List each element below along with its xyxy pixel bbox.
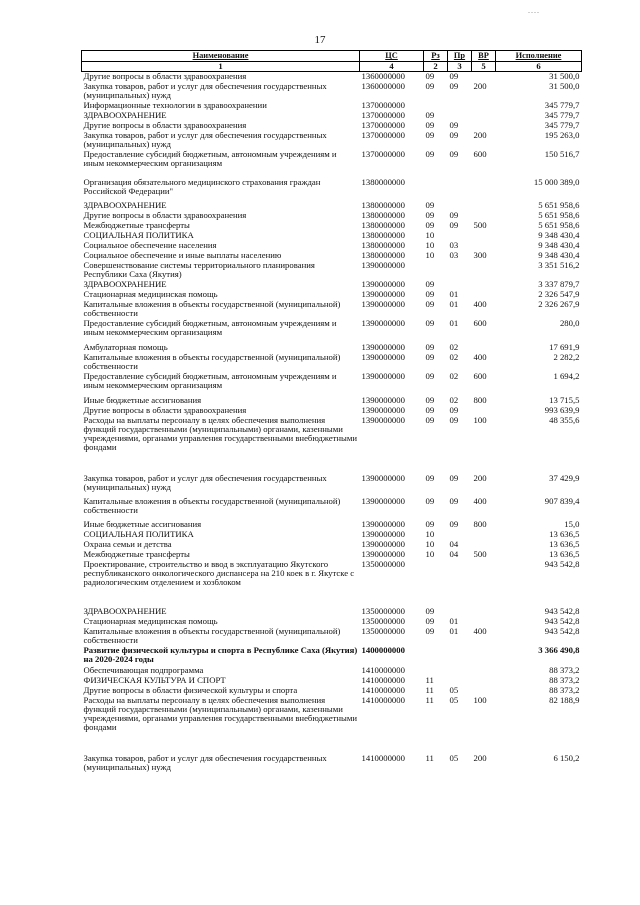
row-vr [472, 607, 496, 617]
table-row [82, 131, 582, 150]
row-pr: 09 [449, 129, 459, 140]
header-name: Наименование [82, 51, 360, 62]
row-vr: 100 [473, 694, 487, 705]
row-pr [448, 666, 472, 676]
row-pr: 05 [449, 752, 459, 763]
table-row [82, 319, 582, 343]
row-pr [448, 560, 472, 607]
row-name: Стационарная медицинская помощь [83, 615, 218, 626]
row-cs: 1410000000 [361, 674, 405, 685]
row-name: Другие вопросы в области здравоохранения [83, 404, 247, 415]
row-name: Предоставление субсидий бюджетным, автономным учреждениям и иным некоммерческим организациям [83, 370, 337, 390]
column-number: 5 [472, 62, 496, 72]
row-vr: 400 [473, 351, 487, 362]
corner-mark: .... [528, 6, 540, 15]
row-rz: 09 [425, 148, 435, 159]
table-row [82, 372, 582, 396]
row-value: 943 542,8 [544, 615, 580, 626]
row-rz: 09 [425, 219, 435, 230]
table-row [82, 560, 582, 607]
row-vr: 200 [473, 80, 487, 91]
row-vr: 400 [473, 625, 487, 636]
row-cs: 1410000000 [361, 694, 405, 705]
table-row [82, 353, 582, 372]
row-rz: 11 [425, 752, 434, 763]
row-vr: 200 [473, 752, 487, 763]
row-vr: 800 [473, 394, 487, 405]
row-rz: 09 [425, 119, 435, 130]
row-rz: 09 [425, 278, 435, 289]
row-value: 5 651 958,6 [538, 209, 580, 220]
row-pr: 09 [449, 404, 459, 415]
row-value: 993 639,9 [544, 404, 580, 415]
row-cs: 1380000000 [361, 199, 405, 210]
row-pr: 02 [449, 394, 459, 405]
row-name: ЗДРАВООХРАНЕНИЕ [83, 278, 167, 289]
row-vr [472, 676, 496, 686]
row-value: 15 000 389,0 [533, 176, 580, 187]
row-value: 15,0 [564, 518, 580, 529]
row-pr [448, 261, 472, 280]
column-number: 3 [448, 62, 472, 72]
row-rz: 09 [425, 341, 435, 352]
row-rz: 09 [425, 495, 435, 506]
row-value: 88 373,2 [549, 684, 580, 695]
row-vr [472, 201, 496, 211]
row-value: 943 542,8 [544, 625, 580, 636]
row-cs: 1360000000 [361, 80, 405, 91]
row-name: ФИЗИЧЕСКАЯ КУЛЬТУРА И СПОРТ [83, 674, 226, 685]
row-name: Проектирование, строительство и ввод в эксплуатацию Якутского республиканского онкологического диспансера на 210 коек в г. Якутске с радиологическим отделением и хозблоком [83, 558, 355, 588]
row-name: СОЦИАЛЬНАЯ ПОЛИТИКА [83, 528, 194, 539]
row-rz: 09 [425, 129, 435, 140]
row-cs: 1380000000 [361, 229, 405, 240]
row-cs: 1390000000 [361, 317, 405, 328]
row-cs: 1390000000 [361, 414, 405, 425]
row-value: 907 839,4 [544, 495, 580, 506]
row-rz: 09 [425, 414, 435, 425]
row-value: 1 694,2 [553, 370, 580, 381]
row-vr [472, 101, 496, 111]
row-name: Межбюджетные трансферты [83, 219, 190, 230]
row-rz: 10 [425, 249, 435, 260]
page-number: 17 [314, 34, 326, 46]
row-pr: 09 [449, 71, 459, 82]
row-rz: 10 [425, 548, 435, 559]
column-number: 2 [424, 62, 448, 72]
row-name: Закупка товаров, работ и услуг для обеспечения государственных (муниципальных) нужд [83, 80, 327, 100]
table-row [82, 178, 582, 201]
row-cs: 1400000000 [361, 644, 405, 655]
header-value: Исполнение [496, 51, 582, 62]
row-rz: 09 [425, 209, 435, 220]
row-pr: 09 [449, 414, 459, 425]
row-rz [424, 178, 448, 201]
row-pr: 01 [449, 615, 459, 626]
row-cs: 1390000000 [361, 341, 405, 352]
table-row [82, 646, 582, 666]
row-name: Амбулаторная помощь [83, 341, 168, 352]
row-name: Социальное обеспечение населения [83, 239, 217, 250]
row-rz: 09 [425, 109, 435, 120]
row-value: 3 366 490,8 [538, 644, 580, 655]
row-rz: 09 [425, 615, 435, 626]
row-pr: 09 [449, 119, 459, 130]
row-value: 280,0 [559, 317, 580, 328]
row-name: Организация обязательного медицинского страхования граждан Российской Федерации" [83, 176, 321, 196]
row-cs: 1390000000 [361, 394, 405, 405]
column-number: 6 [496, 62, 582, 72]
row-cs: 1390000000 [361, 528, 405, 539]
row-pr: 03 [449, 249, 459, 260]
table-row [82, 300, 582, 319]
row-vr [472, 646, 496, 666]
row-name: Предоставление субсидий бюджетным, автономным учреждениям и иным некоммерческим организациям [83, 148, 337, 168]
row-cs: 1390000000 [361, 278, 405, 289]
row-name: Совершенствование системы территориального планирования Республики Саха (Якутия) [83, 259, 315, 279]
table-row [82, 497, 582, 520]
row-rz: 09 [425, 317, 435, 328]
column-number: 4 [360, 62, 424, 72]
row-value: 6 150,2 [553, 752, 580, 763]
row-name: Иные бюджетные ассигнования [83, 518, 202, 529]
row-vr: 200 [473, 129, 487, 140]
row-value: 9 348 430,4 [538, 249, 580, 260]
row-cs: 1370000000 [361, 129, 405, 140]
row-name: Информационные технологии в здравоохранении [83, 99, 267, 110]
row-name: Капитальные вложения в объекты государственной (муниципальной) собственности [83, 298, 341, 318]
row-rz: 09 [425, 394, 435, 405]
row-rz: 10 [425, 239, 435, 250]
row-pr: 01 [449, 288, 459, 299]
row-vr [472, 530, 496, 540]
table-row [82, 696, 582, 754]
row-value: 2 282,2 [553, 351, 580, 362]
table-body [82, 72, 582, 773]
row-value: 3 337 879,7 [538, 278, 580, 289]
row-vr [472, 178, 496, 201]
row-rz: 09 [425, 518, 435, 529]
row-cs: 1390000000 [361, 495, 405, 506]
row-pr: 01 [449, 625, 459, 636]
row-name: Предоставление субсидий бюджетным, автономным учреждениям и иным некоммерческим организациям [83, 317, 337, 337]
table-row [82, 754, 582, 773]
row-value: 943 542,8 [544, 605, 580, 616]
row-cs: 1380000000 [361, 239, 405, 250]
row-cs: 1390000000 [361, 404, 405, 415]
row-rz: 09 [425, 605, 435, 616]
row-vr: 600 [473, 370, 487, 381]
row-value: 13 636,5 [549, 548, 580, 559]
row-rz: 11 [425, 694, 434, 705]
row-value: 31 500,0 [549, 80, 580, 91]
row-pr: 05 [449, 694, 459, 705]
row-name: Закупка товаров, работ и услуг для обеспечения государственных (муниципальных) нужд [83, 472, 327, 492]
row-value: 17 691,9 [549, 341, 580, 352]
row-cs: 1390000000 [361, 538, 405, 549]
row-rz: 11 [425, 684, 434, 695]
row-value: 48 355,6 [549, 414, 580, 425]
row-rz: 09 [425, 472, 435, 483]
table-row [82, 261, 582, 280]
row-vr [472, 111, 496, 121]
row-rz: 09 [425, 404, 435, 415]
row-name: Межбюджетные трансферты [83, 548, 190, 559]
row-rz [424, 261, 448, 280]
table-row [82, 82, 582, 101]
row-rz: 09 [425, 298, 435, 309]
row-value: 13 715,5 [549, 394, 580, 405]
row-value: 3 351 516,2 [538, 259, 580, 270]
row-name: ЗДРАВООХРАНЕНИЕ [83, 605, 167, 616]
row-value: 150 516,7 [544, 148, 580, 159]
row-name: Другие вопросы в области здравоохранения [83, 71, 247, 82]
row-pr: 09 [449, 518, 459, 529]
row-cs: 1390000000 [361, 351, 405, 362]
row-pr: 04 [449, 548, 459, 559]
row-vr [472, 666, 496, 676]
row-name: Закупка товаров, работ и услуг для обеспечения государственных (муниципальных) нужд [83, 752, 327, 772]
row-value: 5 651 958,6 [538, 219, 580, 230]
row-name: Расходы на выплаты персоналу в целях обеспечения выполнения функций государственными (муниципальными) органами, казенными учреждениями, органами управления государственными внебюджетными фондами [83, 694, 357, 733]
row-cs: 1380000000 [361, 209, 405, 220]
row-pr: 09 [449, 472, 459, 483]
row-name: Охрана семьи и детства [83, 538, 172, 549]
row-rz: 10 [425, 528, 435, 539]
row-rz: 09 [425, 71, 435, 82]
table-row [82, 150, 582, 178]
row-cs: 1370000000 [361, 119, 405, 130]
row-vr: 600 [473, 317, 487, 328]
row-pr: 09 [449, 80, 459, 91]
row-pr [448, 646, 472, 666]
row-cs: 1390000000 [361, 472, 405, 483]
header-row [82, 51, 582, 62]
row-cs: 1370000000 [361, 99, 405, 110]
row-value: 345 779,7 [544, 119, 580, 130]
row-name: СОЦИАЛЬНАЯ ПОЛИТИКА [83, 229, 194, 240]
row-rz: 09 [425, 625, 435, 636]
row-value: 2 326 267,9 [538, 298, 580, 309]
row-pr: 02 [449, 351, 459, 362]
row-cs: 1390000000 [361, 298, 405, 309]
row-cs: 1390000000 [361, 370, 405, 381]
row-vr [472, 231, 496, 241]
row-value: 195 263,0 [544, 129, 580, 140]
row-value: 88 373,2 [549, 674, 580, 685]
row-pr: 02 [449, 341, 459, 352]
row-name: ЗДРАВООХРАНЕНИЕ [83, 109, 167, 120]
row-rz: 09 [425, 370, 435, 381]
row-name: Другие вопросы в области здравоохранения [83, 119, 247, 130]
row-rz: 10 [425, 229, 435, 240]
row-value: 5 651 958,6 [538, 199, 580, 210]
row-cs: 1380000000 [361, 249, 405, 260]
row-cs: 1350000000 [361, 625, 405, 636]
row-name: Капитальные вложения в объекты государственной (муниципальной) собственности [83, 625, 341, 645]
row-name: Обеспечивающая подпрограмма [83, 664, 204, 675]
row-pr: 05 [449, 684, 459, 695]
row-rz: 11 [425, 674, 434, 685]
row-vr: 500 [473, 219, 487, 230]
row-vr [472, 280, 496, 290]
row-cs: 1360000000 [361, 71, 405, 82]
header-cs: ЦС [360, 51, 424, 62]
row-cs: 1390000000 [361, 288, 405, 299]
table-row [82, 474, 582, 497]
row-value: 2 326 547,9 [538, 288, 580, 299]
row-value: 943 542,8 [544, 558, 580, 569]
row-cs: 1380000000 [361, 219, 405, 230]
row-name: Закупка товаров, работ и услуг для обеспечения государственных (муниципальных) нужд [83, 129, 327, 149]
row-name: Другие вопросы в области здравоохранения [83, 209, 247, 220]
row-value: 31 500,0 [549, 71, 580, 82]
row-value: 13 636,5 [549, 528, 580, 539]
row-value: 345 779,7 [544, 109, 580, 120]
row-cs: 1350000000 [361, 615, 405, 626]
row-cs: 1390000000 [361, 259, 405, 270]
row-value: 9 348 430,4 [538, 229, 580, 240]
row-pr: 09 [449, 209, 459, 220]
row-rz: 09 [425, 288, 435, 299]
header-rz: Рз [424, 51, 448, 62]
row-pr [448, 101, 472, 111]
row-pr: 04 [449, 538, 459, 549]
row-value: 345 779,7 [544, 99, 580, 110]
column-number: 1 [82, 62, 360, 72]
row-rz: 09 [425, 199, 435, 210]
table-row [82, 416, 582, 474]
row-value: 82 188,9 [549, 694, 580, 705]
row-cs: 1390000000 [361, 518, 405, 529]
row-name: Капитальные вложения в объекты государственной (муниципальной) собственности [83, 495, 341, 515]
row-vr: 500 [473, 548, 487, 559]
row-name: Стационарная медицинская помощь [83, 288, 218, 299]
row-cs: 1390000000 [361, 548, 405, 559]
row-vr: 200 [473, 472, 487, 483]
row-vr: 300 [473, 249, 487, 260]
row-value: 13 636,5 [549, 538, 580, 549]
row-rz [424, 560, 448, 607]
row-vr: 400 [473, 495, 487, 506]
row-cs: 1350000000 [361, 558, 405, 569]
row-rz [424, 646, 448, 666]
row-pr: 09 [449, 219, 459, 230]
row-cs: 1370000000 [361, 109, 405, 120]
row-vr [472, 560, 496, 607]
row-name: Капитальные вложения в объекты государственной (муниципальной) собственности [83, 351, 341, 371]
row-pr: 01 [449, 317, 459, 328]
row-name: Другие вопросы в области физической культуры и спорта [83, 684, 298, 695]
row-cs: 1350000000 [361, 605, 405, 616]
row-pr [448, 178, 472, 201]
column-number-row [82, 62, 582, 72]
row-cs: 1410000000 [361, 684, 405, 695]
row-cs: 1410000000 [361, 752, 405, 763]
row-pr: 02 [449, 370, 459, 381]
row-name: Развитие физической культуры и спорта в Республике Саха (Якутия) на 2020-2024 годы [83, 644, 358, 664]
row-value: 9 348 430,4 [538, 239, 580, 250]
row-name: Расходы на выплаты персоналу в целях обеспечения выполнения функций государственными (муниципальными) органами, казенными учреждениями, органами управления государственными внебюджетными фондами [83, 414, 357, 453]
row-vr: 600 [473, 148, 487, 159]
row-vr [472, 261, 496, 280]
row-name: Иные бюджетные ассигнования [83, 394, 202, 405]
header-vr: ВР [472, 51, 496, 62]
row-rz: 09 [425, 80, 435, 91]
table-row [82, 627, 582, 646]
header-pr: Пр [448, 51, 472, 62]
row-cs: 1370000000 [361, 148, 405, 159]
row-cs: 1380000000 [361, 176, 405, 187]
row-value: 88 373,2 [549, 664, 580, 675]
row-name: ЗДРАВООХРАНЕНИЕ [83, 199, 167, 210]
row-vr: 100 [473, 414, 487, 425]
row-pr: 01 [449, 298, 459, 309]
row-cs: 1410000000 [361, 664, 405, 675]
row-rz: 09 [425, 351, 435, 362]
row-vr: 800 [473, 518, 487, 529]
row-pr: 09 [449, 495, 459, 506]
row-name: Социальное обеспечение и иные выплаты населению [83, 249, 282, 260]
row-pr: 03 [449, 239, 459, 250]
row-rz: 10 [425, 538, 435, 549]
row-vr: 400 [473, 298, 487, 309]
budget-table [81, 50, 582, 773]
row-value: 37 429,9 [549, 472, 580, 483]
row-pr: 09 [449, 148, 459, 159]
